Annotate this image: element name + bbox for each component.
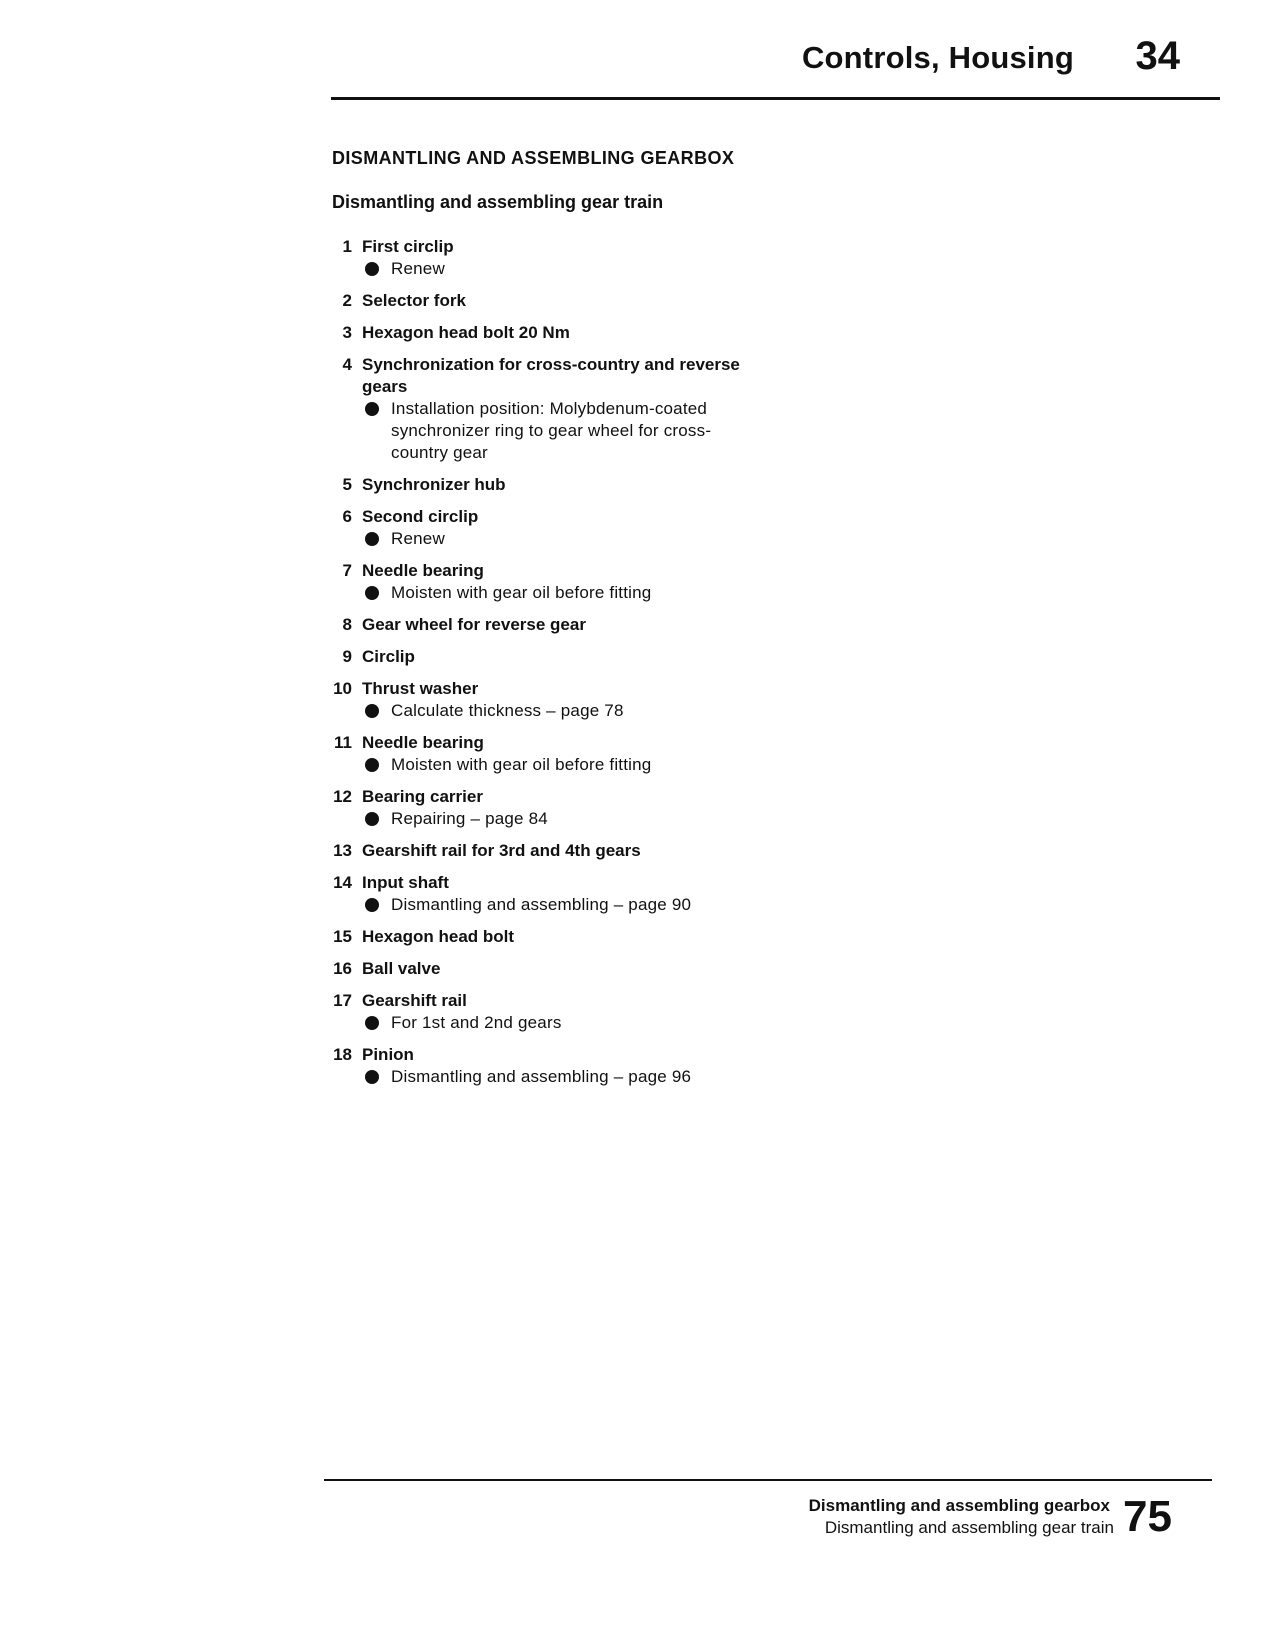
item-body	[362, 506, 760, 550]
list-item	[320, 474, 760, 496]
item-label: Bearing carrier	[362, 787, 483, 806]
item-number: 11	[334, 733, 352, 752]
item-label: Hexagon head bolt 20 Nm	[362, 323, 570, 342]
footer-subsection-title: Dismantling and assembling gear train	[824, 1518, 1114, 1537]
list-item	[320, 1044, 760, 1088]
bullet-icon	[365, 898, 379, 912]
bullet-icon	[365, 704, 379, 718]
item-body	[362, 646, 760, 668]
note-text: For 1st and 2nd gears	[391, 1013, 562, 1032]
item-body	[362, 560, 760, 604]
section-title: DISMANTLING AND ASSEMBLING GEARBOX	[332, 148, 735, 168]
item-body	[362, 840, 760, 862]
item-note	[362, 700, 760, 722]
item-body	[362, 678, 760, 722]
list-item	[320, 990, 760, 1034]
bullet-icon	[365, 758, 379, 772]
item-label: Thrust washer	[362, 679, 479, 698]
item-body	[362, 236, 760, 280]
item-notes	[362, 398, 760, 464]
list-item	[320, 236, 760, 280]
subsection-title: Dismantling and assembling gear train	[332, 192, 664, 212]
page-number: 75	[1123, 1492, 1172, 1541]
item-label: Synchronization for cross-country and reverse gears	[362, 355, 740, 396]
note-text: Renew	[391, 259, 445, 278]
item-notes	[362, 582, 760, 604]
item-label: Second circlip	[362, 507, 479, 526]
item-notes	[362, 808, 760, 830]
bullet-icon	[365, 402, 379, 416]
list-item	[320, 506, 760, 550]
item-note	[362, 1012, 760, 1034]
bullet-icon	[365, 812, 379, 826]
item-notes	[362, 700, 760, 722]
item-note	[362, 754, 760, 776]
item-note	[362, 894, 760, 916]
item-body	[362, 474, 760, 496]
item-number: 4	[342, 355, 352, 374]
item-number: 10	[333, 679, 352, 698]
item-number: 15	[333, 927, 352, 946]
list-item	[320, 646, 760, 668]
item-number: 14	[333, 873, 352, 892]
item-label: Selector fork	[362, 291, 466, 310]
item-label: Gearshift rail for 3rd and 4th gears	[362, 841, 641, 860]
note-text: Renew	[391, 529, 445, 548]
item-number: 5	[342, 475, 352, 494]
list-item	[320, 614, 760, 636]
item-number: 13	[333, 841, 352, 860]
item-body	[362, 732, 760, 776]
item-body	[362, 958, 760, 980]
item-number: 18	[333, 1045, 352, 1064]
note-text: Moisten with gear oil before fitting	[391, 755, 652, 774]
bullet-icon	[365, 1070, 379, 1084]
item-number: 1	[342, 237, 352, 256]
item-number: 7	[342, 561, 352, 580]
item-body	[362, 354, 760, 464]
item-notes	[362, 754, 760, 776]
bullet-icon	[365, 262, 379, 276]
item-number: 17	[333, 991, 352, 1010]
item-note	[362, 582, 760, 604]
list-item	[320, 786, 760, 830]
list-item	[320, 290, 760, 312]
item-number: 6	[342, 507, 352, 526]
list-item	[320, 354, 760, 464]
item-body	[362, 872, 760, 916]
note-text: Dismantling and assembling – page 90	[391, 895, 692, 914]
item-number: 2	[342, 291, 352, 310]
note-text: Dismantling and assembling – page 96	[391, 1067, 692, 1086]
footer-divider	[324, 1479, 1212, 1481]
item-label: Hexagon head bolt	[362, 927, 515, 946]
bullet-icon	[365, 586, 379, 600]
item-body	[362, 1044, 760, 1088]
item-body	[362, 786, 760, 830]
list-item	[320, 958, 760, 980]
item-label: Needle bearing	[362, 561, 484, 580]
item-notes	[362, 1012, 760, 1034]
list-item	[320, 678, 760, 722]
list-item	[320, 560, 760, 604]
item-label: Input shaft	[362, 873, 449, 892]
item-notes	[362, 894, 760, 916]
item-body	[362, 926, 760, 948]
item-label: Needle bearing	[362, 733, 484, 752]
item-notes	[362, 528, 760, 550]
item-note	[362, 398, 760, 464]
footer-section-title: Dismantling and assembling gearbox	[808, 1496, 1110, 1515]
item-number: 16	[333, 959, 352, 978]
note-text: Installation position: Molybdenum-coated synchronizer ring to gear wheel for cross-country gear	[391, 399, 712, 462]
item-number: 3	[342, 323, 352, 342]
list-item	[320, 732, 760, 776]
item-label: Pinion	[362, 1045, 414, 1064]
item-note	[362, 528, 760, 550]
item-label: Gearshift rail	[362, 991, 467, 1010]
item-label: Gear wheel for reverse gear	[362, 615, 586, 634]
chapter-title: Controls, Housing	[801, 40, 1074, 75]
bullet-icon	[365, 532, 379, 546]
item-body	[362, 990, 760, 1034]
chapter-number: 34	[1135, 34, 1180, 78]
item-note	[362, 808, 760, 830]
parts-list	[320, 236, 760, 1098]
item-note	[362, 1066, 760, 1088]
item-body	[362, 614, 760, 636]
item-body	[362, 322, 760, 344]
item-note	[362, 258, 760, 280]
item-number: 12	[333, 787, 352, 806]
note-text: Calculate thickness – page 78	[391, 701, 624, 720]
header-divider	[331, 97, 1220, 100]
item-notes	[362, 258, 760, 280]
item-label: Synchronizer hub	[362, 475, 506, 494]
note-text: Moisten with gear oil before fitting	[391, 583, 652, 602]
bullet-icon	[365, 1016, 379, 1030]
list-item	[320, 322, 760, 344]
item-label: Circlip	[362, 647, 415, 666]
list-item	[320, 872, 760, 916]
item-notes	[362, 1066, 760, 1088]
item-body	[362, 290, 760, 312]
list-item	[320, 840, 760, 862]
item-number: 8	[342, 615, 352, 634]
list-item	[320, 926, 760, 948]
item-label: Ball valve	[362, 959, 441, 978]
note-text: Repairing – page 84	[391, 809, 548, 828]
item-label: First circlip	[362, 237, 454, 256]
item-number: 9	[342, 647, 352, 666]
